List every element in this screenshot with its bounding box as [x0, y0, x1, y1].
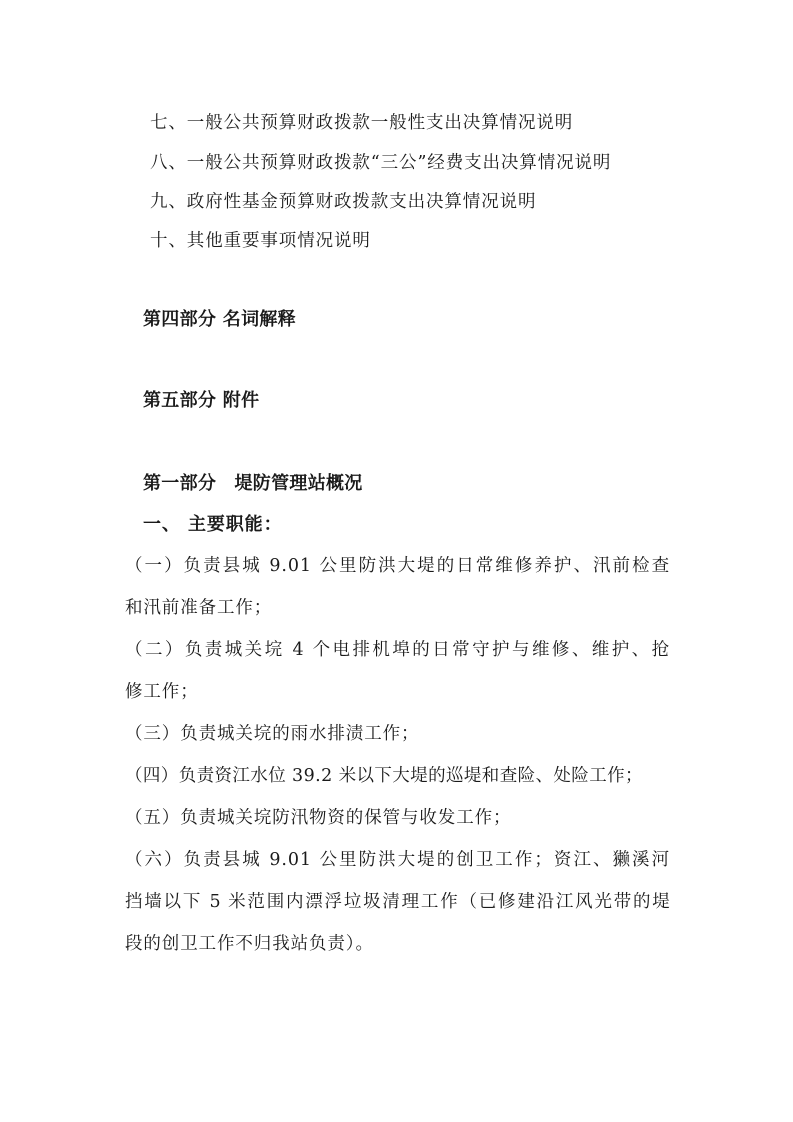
part1-heading: 第一部分 堤防管理站概况 [143, 473, 363, 494]
toc-item-9: 九、政府性基金预算财政拨款支出决算情况说明 [150, 192, 537, 212]
duty-4: （四）负责资江水位 39.2 米以下大堤的巡堤和查险、处险工作； [125, 766, 643, 786]
toc-item-10: 十、其他重要事项情况说明 [150, 231, 371, 251]
duty-6-line-1: （六）负责县城 9.01 公里防洪大堤的创卫工作；资江、獭溪河 [125, 850, 670, 870]
duty-1-line-2: 和汛前准备工作； [125, 598, 273, 618]
duty-6-line-3: 段的创卫工作不归我站负责）。 [125, 934, 374, 954]
duty-2-line-2: 修工作； [125, 682, 199, 702]
duty-6-line-2: 挡墙以下 5 米范围内漂浮垃圾清理工作（已修建沿江风光带的堤 [125, 892, 670, 912]
duty-2-line-1: （二）负责城关垸 4 个电排机埠的日常守护与维修、维护、抢 [125, 640, 670, 660]
duty-1-line-1: （一）负责县城 9.01 公里防洪大堤的日常维修养护、汛前检查 [125, 556, 670, 576]
section1-heading: 一、 主要职能： [143, 514, 283, 535]
duty-3: （三）负责城关垸的雨水排渍工作； [125, 724, 420, 744]
toc-item-8: 八、一般公共预算财政拨款“三公”经费支出决算情况说明 [150, 153, 612, 173]
toc-item-7: 七、一般公共预算财政拨款一般性支出决算情况说明 [150, 113, 574, 133]
duty-5: （五）负责城关垸防汛物资的保管与收发工作； [125, 808, 512, 828]
part4-heading: 第四部分 名词解释 [143, 309, 296, 330]
part5-heading: 第五部分 附件 [143, 390, 260, 411]
